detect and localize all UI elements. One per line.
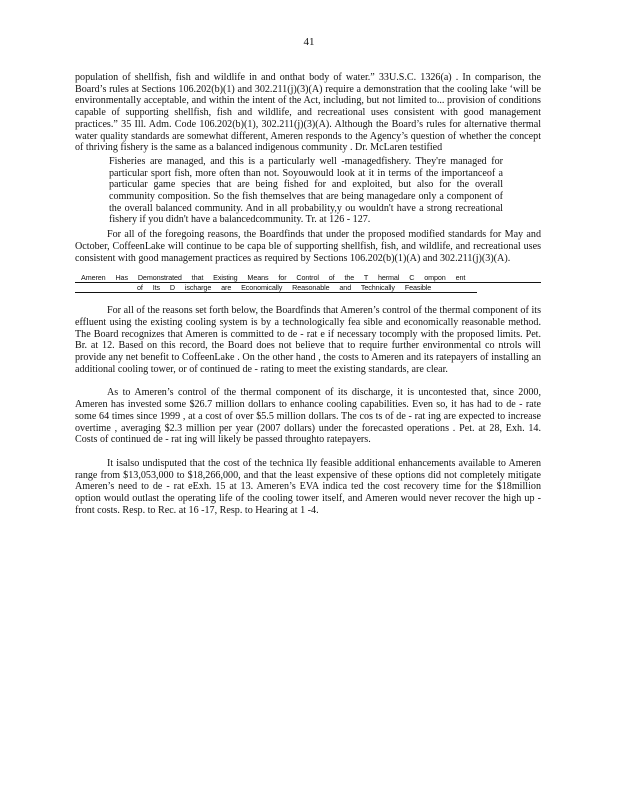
paragraph-board-finding-coffeen-lake: For all of the foregoing reasons, the Boardfinds that under the proposed modified standards for May and October, CoffeenLake will continue to be capa ble of supporting shellfish, fish, and wildlife, and recreational uses consistent with good management practices as required by Sections 106.202(b)(1)(A) and 302.211(j)(3)(A). xyxy=(75,229,541,264)
paragraph-board-finding-thermal-control: For all of the reasons set forth below, the Boardfinds that Ameren’s control of the thermal component of its effluent using the existing cooling system is by a technologically fea sible and economically reasonable method. The Board recognizes that Ameren is committed to de - rat e if necessary tocomply with the proposed limits. Pet. Br. at 12. Based on this record, the Board does not believe that to require further environmental co ntrols will provide any net benefit to CoffeenLake . On the other hand , the costs to Ameren and its ratepayers of installing an additional cooling tower, or of continued de - rating to meet the existing standards, are clear. xyxy=(75,305,541,375)
paragraph-cooling-lake-requirements: population of shellfish, fish and wildlife in and onthat body of water.” 33U.S.C. 1326(a) . In comparison, the Board’s rules at Sections 106.202(b)(1) and 302.211(j)(3)(A) require a demonstration that the cooling lake ‘will be environmentally acceptable, and within the intent of the Act, including, but not limited to... provision of conditions capable of supporting shellfish, fish and wildlife, and recreational uses consistent with good management practices.” 35 Ill. Adm. Code 106.202(b)(1), 302.211(j)(3)(A). Although the Board’s rules for alternative thermal water quality standards are somewhat different, Ameren responds to the Agency’s question of whether the concept of thriving fishery is the same as a balanced indigenous community . Dr. McLaren testified xyxy=(75,72,541,154)
paragraph-ameren-investment: As to Ameren’s control of the thermal component of its discharge, it is uncontested that, since 2000, Ameren has invested some $26.7 million dollars to enhance cooling capabilities. Even so, it has had to de - rate some 64 times since 1999 , at a cost of over $5.5 million dollars. The cos ts of de - rat ing are expected to increase overtime , averaging $2.3 million per year (2007 dollars) under the forecasted operations . Pet. at 28, Exh. 14. Costs of continued de - rat ing will likely be passed throughto ratepayers. xyxy=(75,387,541,446)
paragraph-enhancement-costs: It isalso undisputed that the cost of the technica lly feasible additional enhancements available to Ameren range from $13,053,000 to $18,266,000, and that the least expensive of these options did not completely mitigate Ameren’s need to de - rat eExh. 15 at 13. Ameren’s EVA indica ted the cost recovery time for the $18million option would outlast the operating life of the cooling tower itself, and Ameren would never recover the high up - front costs. Resp. to Rec. at 16 -17, Resp. to Hearing at 1 -4. xyxy=(75,457,541,516)
block-quote-mclaren-testimony: Fisheries are managed, and this is a particularly well -managedfishery. They're managed for particular sport fish, more often than not. Soyouwould look at it in terms of the importanceof a particular game species that are being fished for and exploited, but also for the overall community composition. So the fish themselves that are being managedare only a component of the overall balanced community. And in all probability,y ou wouldn't have a strong recreational fishery if you didn't have a balancedcommunity. Tr. at 126 - 127. xyxy=(109,155,503,226)
section-heading-line-2: of Its D ischarge are Economically Reasonable and Technically Feasible xyxy=(75,283,477,293)
page-number: 41 xyxy=(303,36,315,48)
section-heading-line-1: Ameren Has Demonstrated that Existing Means for Control of the T hermal C ompon ent xyxy=(75,273,541,283)
document-body xyxy=(75,72,541,517)
section-heading xyxy=(75,273,541,293)
